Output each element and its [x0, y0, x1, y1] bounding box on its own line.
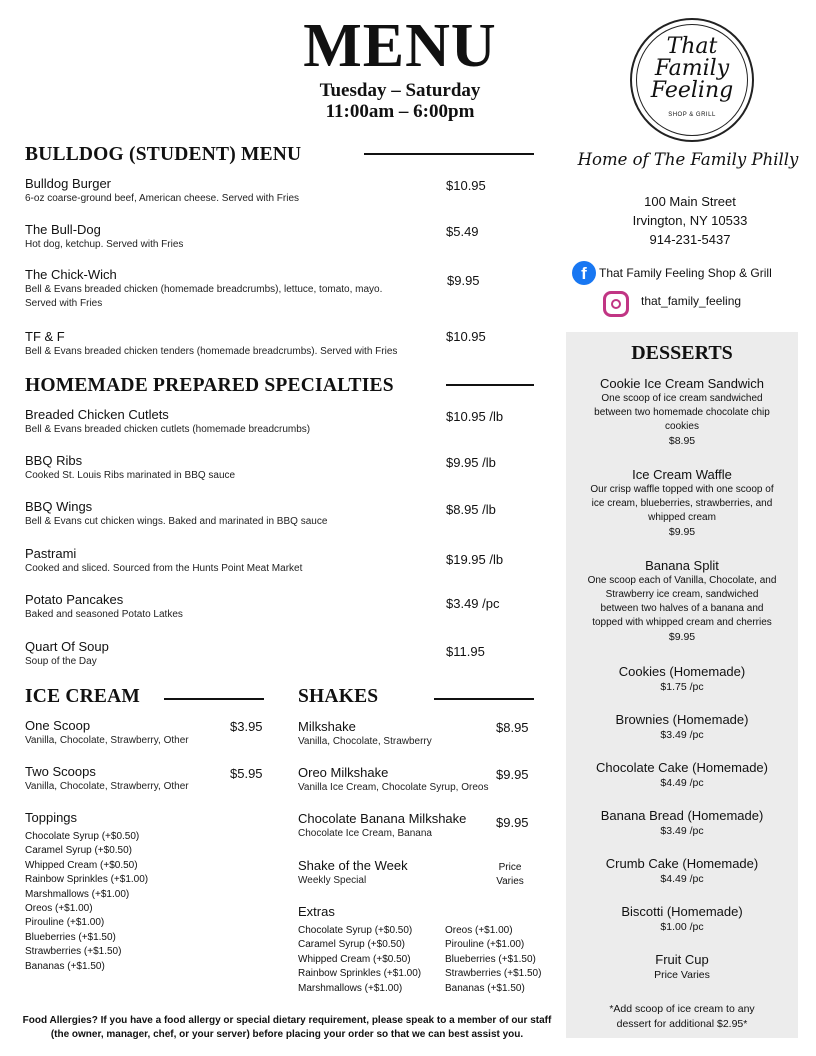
- item-price: [490, 861, 530, 890]
- dessert-price: $3.49 /pc: [660, 825, 704, 837]
- opening-hours: [290, 80, 510, 122]
- topping-item: Caramel Syrup (+$0.50): [25, 845, 132, 857]
- facebook-icon[interactable]: f: [572, 261, 596, 285]
- item-description: Served with Fries: [25, 298, 103, 309]
- item-description: Bell & Evans breaded chicken tenders (homemade breadcrumbs). Served with Fries: [25, 346, 398, 357]
- item-description: Soup of the Day: [25, 656, 97, 667]
- facebook-link[interactable]: That Family Feeling Shop & Grill: [599, 266, 772, 280]
- dessert-description: cookies: [665, 421, 699, 432]
- item-name: Shake of the Week: [298, 858, 408, 873]
- item-name: The Bull-Dog: [25, 222, 101, 237]
- heading-divider: [446, 384, 534, 386]
- logo-subtitle: SHOP & GRILL: [668, 112, 716, 118]
- item-name: Bulldog Burger: [25, 176, 111, 191]
- dessert-description: whipped cream: [648, 512, 716, 523]
- dessert-item: [572, 663, 792, 695]
- dessert-price: $8.95: [668, 435, 696, 447]
- dessert-item: [572, 557, 792, 645]
- shakes-heading: SHAKES: [298, 686, 379, 707]
- topping-item: Marshmallows (+$1.00): [25, 888, 130, 900]
- dessert-price: $9.95: [668, 526, 696, 538]
- dessert-item: [572, 466, 792, 540]
- item-price: $3.95: [230, 719, 263, 734]
- list-item: [298, 858, 488, 888]
- item-name: BBQ Ribs: [25, 453, 83, 468]
- list-item: [25, 176, 435, 206]
- instagram-link[interactable]: that_family_feeling: [641, 294, 742, 308]
- item-price: $11.95: [446, 644, 485, 659]
- extra-item: Strawberries (+$1.50): [445, 968, 542, 980]
- extras-list-right: [445, 924, 541, 996]
- item-name: Milkshake: [298, 719, 356, 734]
- item-description: Cooked and sliced. Sourced from the Hunts Point Meat Market: [25, 563, 303, 574]
- item-name: Pastrami: [25, 546, 77, 561]
- item-description: 6-oz coarse-ground beef, American cheese. Served with Fries: [25, 193, 300, 204]
- dessert-name: Banana Bread (Homemade): [600, 808, 764, 823]
- dessert-price: Price Varies: [654, 969, 710, 981]
- price-label: Price: [498, 862, 522, 873]
- item-description: Chocolate Ice Cream, Banana: [298, 828, 432, 839]
- allergy-line: (the owner, manager, chef, or your server) before placing your order so that we can best assist you.: [50, 1029, 524, 1040]
- list-item: [25, 639, 435, 669]
- item-description: Bell & Evans breaded chicken (homemade breadcrumbs), lettuce, tomato, mayo.: [25, 284, 383, 295]
- item-name: Two Scoops: [25, 764, 96, 779]
- dessert-name: Ice Cream Waffle: [632, 467, 732, 482]
- list-item: [25, 222, 435, 252]
- item-price: $9.95: [447, 273, 480, 288]
- item-description: Cooked St. Louis Ribs marinated in BBQ sauce: [25, 470, 236, 481]
- heading-divider: [434, 698, 534, 700]
- topping-item: Chocolate Syrup (+$0.50): [25, 831, 140, 842]
- item-price: $9.95: [496, 767, 529, 782]
- logo-text: [636, 36, 748, 102]
- list-item: [25, 329, 440, 359]
- item-name: The Chick-Wich: [25, 267, 117, 282]
- item-price: $9.95: [496, 815, 529, 830]
- list-item: [298, 719, 498, 749]
- extra-item: Marshmallows (+$1.00): [298, 982, 403, 994]
- item-description: Bell & Evans cut chicken wings. Baked and marinated in BBQ sauce: [25, 516, 328, 527]
- dessert-note-line: *Add scoop of ice cream to any: [609, 1003, 755, 1015]
- dessert-description: One scoop of ice cream sandwiched: [601, 393, 763, 404]
- dessert-description: between two homemade chocolate chip: [594, 407, 770, 418]
- dessert-name: Chocolate Cake (Homemade): [596, 760, 768, 775]
- item-description: Hot dog, ketchup. Served with Fries: [25, 239, 184, 250]
- topping-item: Strawberries (+$1.50): [25, 946, 122, 958]
- item-price: $5.49: [446, 224, 479, 239]
- dessert-price: $1.75 /pc: [660, 681, 704, 693]
- item-name: BBQ Wings: [25, 499, 93, 514]
- dessert-price: $4.49 /pc: [660, 777, 704, 789]
- dessert-price: $4.49 /pc: [660, 873, 704, 885]
- desserts-heading: DESSERTS: [631, 342, 733, 364]
- extras-list-left: [298, 924, 421, 996]
- dessert-item: [572, 375, 792, 449]
- topping-item: Blueberries (+$1.50): [25, 931, 116, 943]
- opening-time: 11:00am – 6:00pm: [325, 101, 475, 122]
- allergy-line: Food Allergies? If you have a food allergy or special dietary requirement, please speak to a member of our staff: [22, 1015, 552, 1026]
- dessert-item: [572, 759, 792, 791]
- dessert-description: Strawberry ice cream, sandwiched: [605, 589, 759, 600]
- list-item: [298, 811, 498, 841]
- heading-divider: [164, 698, 264, 700]
- dessert-name: Cookies (Homemade): [618, 664, 746, 679]
- extra-item: Whipped Cream (+$0.50): [298, 953, 411, 965]
- ice-cream-heading: ICE CREAM: [25, 686, 141, 707]
- topping-item: Rainbow Sprinkles (+$1.00): [25, 874, 149, 886]
- topping-item: Oreos (+$1.00): [25, 903, 93, 915]
- item-price: $19.95 /lb: [446, 552, 504, 567]
- item-name: Oreo Milkshake: [298, 765, 389, 780]
- dessert-name: Fruit Cup: [655, 952, 709, 967]
- item-description: Bell & Evans breaded chicken cutlets (homemade breadcrumbs): [25, 424, 311, 435]
- item-description: Vanilla, Chocolate, Strawberry, Other: [25, 735, 189, 746]
- dessert-description: ice cream, blueberries, strawberries, and: [591, 498, 773, 509]
- extra-item: Bananas (+$1.50): [445, 982, 525, 994]
- list-item: [298, 765, 498, 795]
- item-description: Vanilla, Chocolate, Strawberry, Other: [25, 781, 189, 792]
- dessert-name: Brownies (Homemade): [615, 712, 749, 727]
- logo-line-3: Feeling: [650, 78, 734, 103]
- dessert-item: [572, 903, 792, 935]
- topping-item: Pirouline (+$1.00): [25, 917, 105, 929]
- list-item: [25, 546, 440, 576]
- dessert-note: [572, 1002, 792, 1032]
- list-item: [25, 453, 435, 483]
- opening-days: Tuesday – Saturday: [319, 80, 481, 101]
- extra-item: Rainbow Sprinkles (+$1.00): [298, 968, 422, 980]
- item-description: Vanilla Ice Cream, Chocolate Syrup, Oreos: [298, 782, 489, 793]
- tagline: Home of The Family Philly: [577, 150, 799, 169]
- dessert-item: [572, 807, 792, 839]
- bulldog-menu-heading: BULLDOG (STUDENT) MENU: [25, 144, 302, 165]
- topping-item: Whipped Cream (+$0.50): [25, 859, 138, 871]
- dessert-description: Our crisp waffle topped with one scoop of: [590, 484, 774, 495]
- item-name: Breaded Chicken Cutlets: [25, 407, 169, 422]
- dessert-description: between two halves of a banana and: [600, 603, 764, 614]
- dessert-item: [572, 855, 792, 887]
- dessert-item: [572, 711, 792, 743]
- toppings-list: [25, 830, 148, 974]
- item-price: $5.95: [230, 766, 263, 781]
- item-name: One Scoop: [25, 718, 91, 733]
- item-price: $10.95: [446, 178, 486, 193]
- city-address: Irvington, NY 10533: [632, 213, 748, 228]
- item-price: $10.95: [446, 329, 486, 344]
- dessert-price: $1.00 /pc: [660, 921, 704, 933]
- list-item: [25, 407, 435, 437]
- list-item: [25, 592, 435, 622]
- dessert-price: $3.49 /pc: [660, 729, 704, 741]
- dessert-description: One scoop each of Vanilla, Chocolate, and: [587, 575, 777, 586]
- logo-line-1: That: [666, 34, 718, 59]
- extras-heading: Extras: [298, 904, 335, 919]
- extra-item: Caramel Syrup (+$0.50): [298, 939, 405, 951]
- street-address: 100 Main Street: [644, 194, 736, 209]
- item-price: $9.95 /lb: [446, 455, 496, 470]
- price-label: Varies: [496, 876, 524, 888]
- allergy-notice: [14, 1014, 560, 1042]
- item-price: $8.95: [496, 720, 529, 735]
- dessert-name: Biscotti (Homemade): [621, 904, 743, 919]
- phone-number: 914-231-5437: [649, 232, 731, 247]
- list-item: [25, 764, 230, 794]
- heading-divider: [364, 153, 534, 155]
- item-price: $3.49 /pc: [446, 596, 500, 611]
- dessert-name: Banana Split: [645, 558, 719, 573]
- topping-item: Bananas (+$1.50): [25, 960, 105, 972]
- address-block: [590, 192, 790, 249]
- item-name: TF & F: [25, 329, 65, 344]
- logo-line-2: Family: [654, 56, 730, 81]
- item-name: Potato Pancakes: [25, 592, 124, 607]
- list-item: [25, 499, 440, 529]
- item-description: Weekly Special: [298, 875, 367, 886]
- menu-title: MENU: [303, 12, 497, 80]
- item-name: Quart Of Soup: [25, 639, 109, 654]
- dessert-name: Crumb Cake (Homemade): [605, 856, 759, 871]
- item-description: Baked and seasoned Potato Latkes: [25, 609, 183, 620]
- instagram-icon[interactable]: [603, 291, 629, 317]
- extra-item: Pirouline (+$1.00): [445, 939, 525, 951]
- dessert-description: topped with whipped cream and cherries: [592, 617, 772, 628]
- toppings-heading: Toppings: [25, 810, 78, 825]
- dessert-note-line: dessert for additional $2.95*: [616, 1018, 748, 1030]
- list-item: [25, 718, 230, 748]
- item-description: Vanilla, Chocolate, Strawberry: [298, 736, 432, 747]
- extra-item: Chocolate Syrup (+$0.50): [298, 925, 413, 936]
- list-item: [25, 267, 440, 311]
- extra-item: Blueberries (+$1.50): [445, 953, 536, 965]
- dessert-name: Cookie Ice Cream Sandwich: [599, 376, 765, 391]
- extra-item: Oreos (+$1.00): [445, 925, 513, 936]
- item-price: $8.95 /lb: [446, 502, 496, 517]
- item-price: $10.95 /lb: [446, 409, 504, 424]
- specialties-heading: HOMEMADE PREPARED SPECIALTIES: [25, 375, 394, 396]
- instagram-lens-icon: [611, 299, 621, 309]
- dessert-item: [572, 951, 792, 983]
- item-name: Chocolate Banana Milkshake: [298, 811, 467, 826]
- dessert-price: $9.95: [668, 631, 696, 643]
